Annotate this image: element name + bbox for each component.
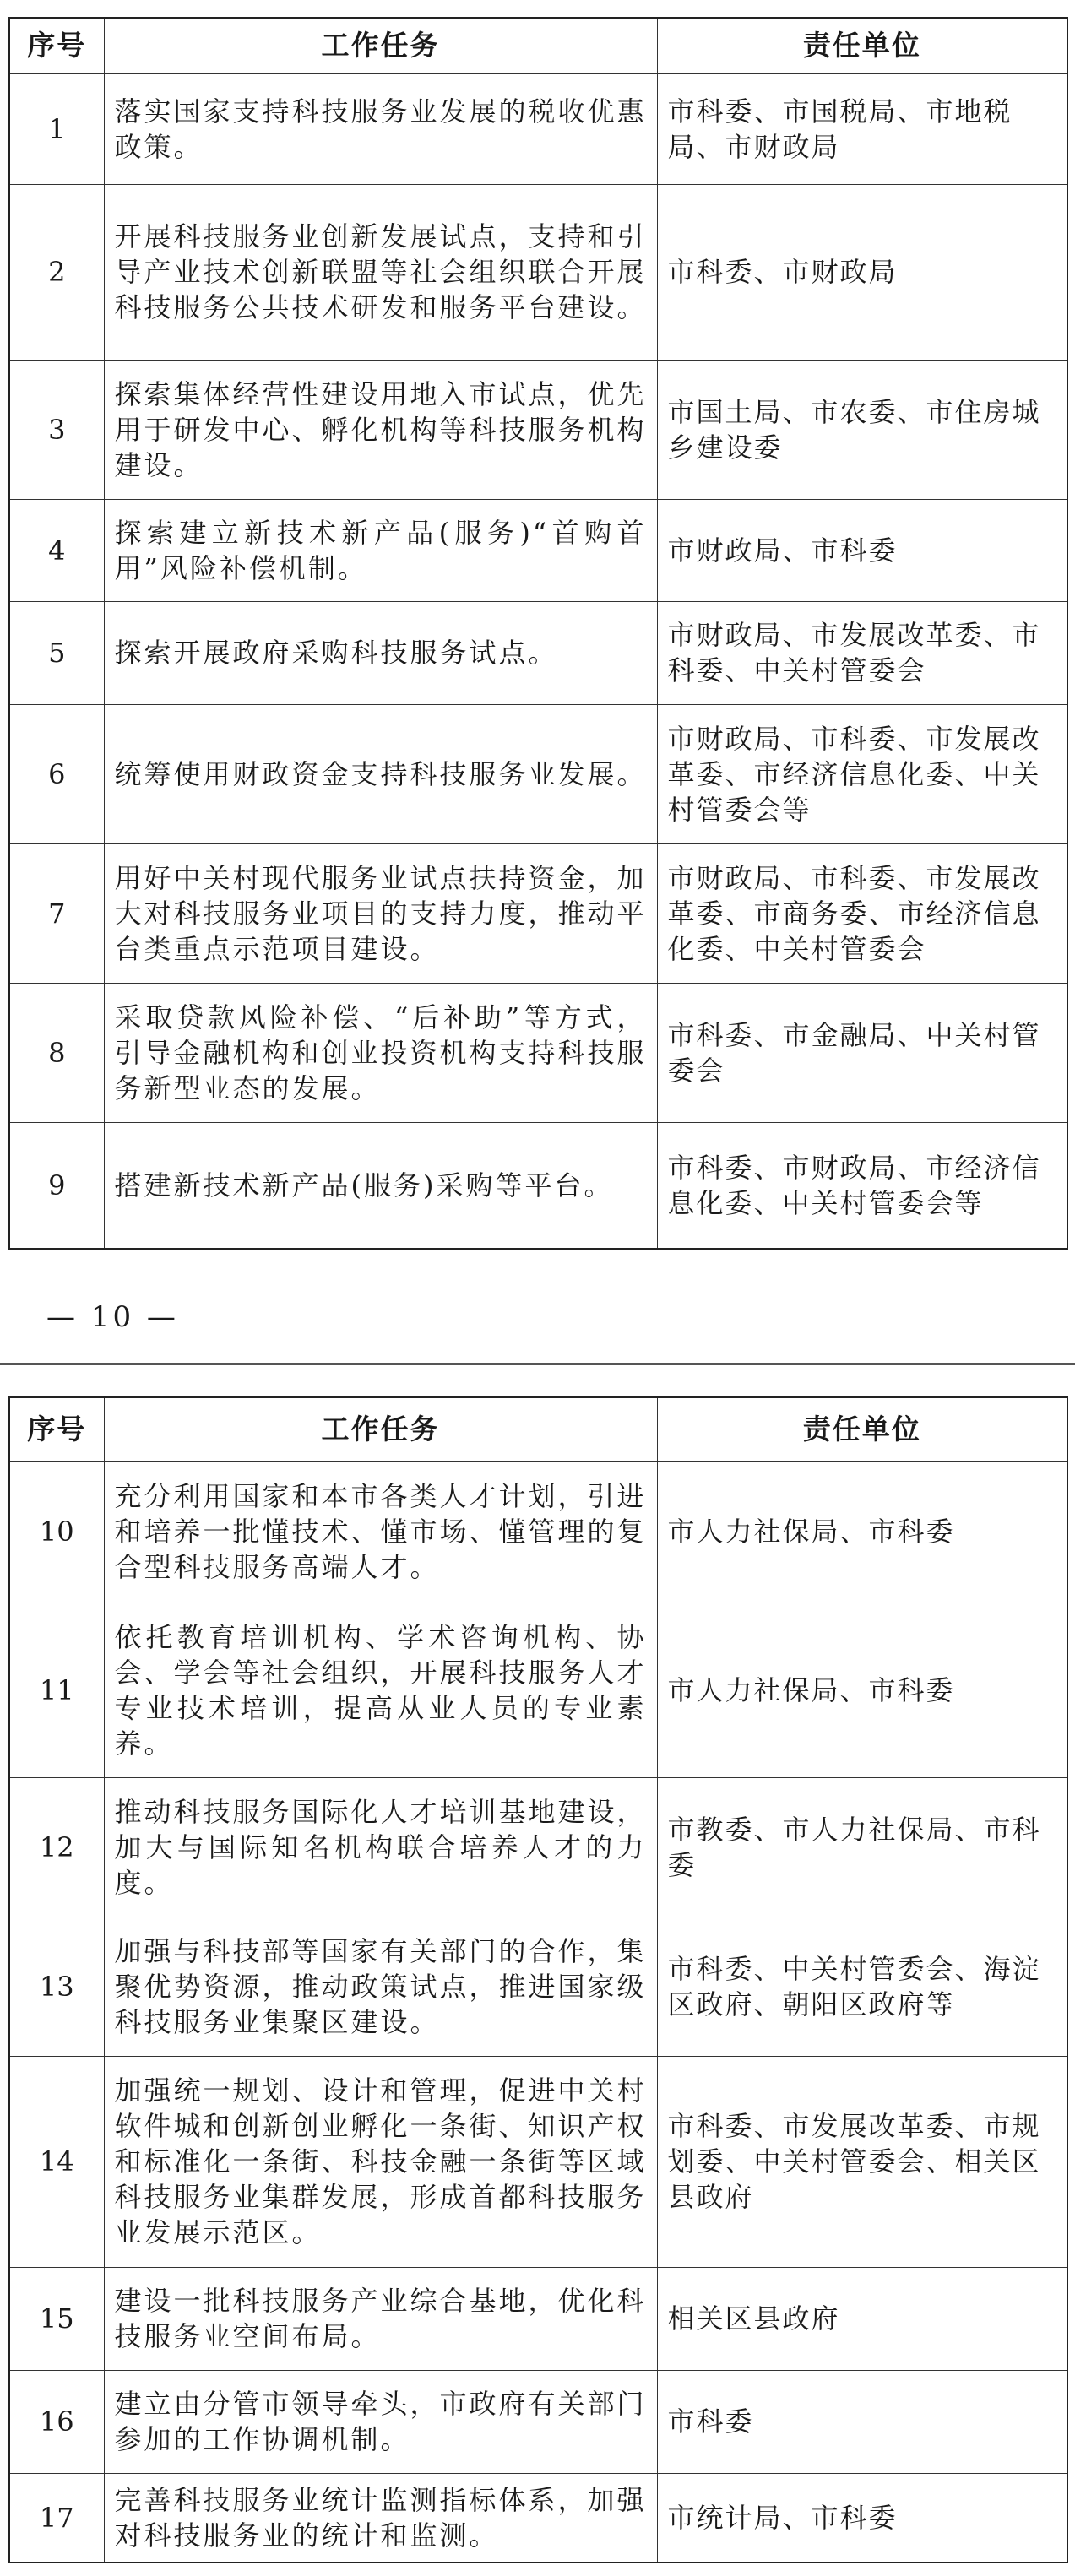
row-task: 搭建新技术新产品(服务)采购等平台。 xyxy=(104,1122,657,1249)
table-row xyxy=(9,360,1067,499)
header-unit: 责任单位 xyxy=(657,1397,1067,1461)
row-task: 用好中关村现代服务业试点扶持资金，加大对科技服务业项目的支持力度，推动平台类重点示范项目建设。 xyxy=(104,843,657,983)
table-header-row xyxy=(9,18,1067,73)
row-unit: 市科委、市财政局 xyxy=(657,184,1067,360)
row-number: 17 xyxy=(9,2473,104,2562)
row-unit: 市财政局、市科委、市发展改革委、市经济信息化委、中关村管委会等 xyxy=(657,704,1067,843)
table-row xyxy=(9,843,1067,983)
header-task: 工作任务 xyxy=(104,1397,657,1461)
row-task: 依托教育培训机构、学术咨询机构、协会、学会等社会组织，开展科技服务人才专业技术培训，提高从业人员的专业素养。 xyxy=(104,1603,657,1777)
table-row xyxy=(9,2267,1067,2370)
header-index: 序号 xyxy=(9,18,104,73)
table-row xyxy=(9,1603,1067,1777)
row-unit: 市统计局、市科委 xyxy=(657,2473,1067,2562)
row-number: 2 xyxy=(9,184,104,360)
row-number: 3 xyxy=(9,360,104,499)
row-unit: 市财政局、市科委 xyxy=(657,499,1067,601)
row-unit: 市教委、市人力社保局、市科委 xyxy=(657,1777,1067,1917)
row-task: 开展科技服务业创新发展试点，支持和引导产业技术创新联盟等社会组织联合开展科技服务公共技术研发和服务平台建设。 xyxy=(104,184,657,360)
table-row xyxy=(9,2370,1067,2473)
row-unit: 市人力社保局、市科委 xyxy=(657,1603,1067,1777)
task-table-part-2 xyxy=(8,1396,1068,2563)
task-table-part-1 xyxy=(8,17,1068,1250)
row-unit: 市科委、市国税局、市地税局、市财政局 xyxy=(657,73,1067,184)
row-number: 11 xyxy=(9,1603,104,1777)
row-task: 推动科技服务国际化人才培训基地建设，加大与国际知名机构联合培养人才的力度。 xyxy=(104,1777,657,1917)
table-row xyxy=(9,983,1067,1122)
row-number: 10 xyxy=(9,1461,104,1603)
row-unit: 市财政局、市发展改革委、市科委、中关村管委会 xyxy=(657,601,1067,704)
row-task: 建立由分管市领导牵头，市政府有关部门参加的工作协调机制。 xyxy=(104,2370,657,2473)
row-number: 16 xyxy=(9,2370,104,2473)
row-number: 9 xyxy=(9,1122,104,1249)
row-number: 12 xyxy=(9,1777,104,1917)
row-task: 完善科技服务业统计监测指标体系，加强对科技服务业的统计和监测。 xyxy=(104,2473,657,2562)
row-task: 探索建立新技术新产品(服务)“首购首用”风险补偿机制。 xyxy=(104,499,657,601)
row-unit: 市财政局、市科委、市发展改革委、市商务委、市经济信息化委、中关村管委会 xyxy=(657,843,1067,983)
row-task: 建设一批科技服务产业综合基地，优化科技服务业空间布局。 xyxy=(104,2267,657,2370)
page-divider xyxy=(0,1363,1075,1365)
page-number: — 10 — xyxy=(46,1300,179,1334)
table-header-row xyxy=(9,1397,1067,1461)
table-row xyxy=(9,73,1067,184)
row-unit: 市科委、市发展改革委、市规划委、中关村管委会、相关区县政府 xyxy=(657,2056,1067,2267)
row-task: 探索开展政府采购科技服务试点。 xyxy=(104,601,657,704)
row-number: 13 xyxy=(9,1917,104,2056)
row-unit: 市国土局、市农委、市住房城乡建设委 xyxy=(657,360,1067,499)
row-task: 探索集体经营性建设用地入市试点，优先用于研发中心、孵化机构等科技服务机构建设。 xyxy=(104,360,657,499)
table-row xyxy=(9,1777,1067,1917)
row-number: 5 xyxy=(9,601,104,704)
table-row xyxy=(9,1461,1067,1603)
row-task: 加强与科技部等国家有关部门的合作，集聚优势资源，推动政策试点，推进国家级科技服务业集聚区建设。 xyxy=(104,1917,657,2056)
table-row xyxy=(9,601,1067,704)
row-number: 1 xyxy=(9,73,104,184)
row-number: 6 xyxy=(9,704,104,843)
header-unit: 责任单位 xyxy=(657,18,1067,73)
row-unit: 市科委、市财政局、市经济信息化委、中关村管委会等 xyxy=(657,1122,1067,1249)
table-row xyxy=(9,1122,1067,1249)
row-task: 充分利用国家和本市各类人才计划，引进和培养一批懂技术、懂市场、懂管理的复合型科技服务高端人才。 xyxy=(104,1461,657,1603)
row-number: 7 xyxy=(9,843,104,983)
row-task: 采取贷款风险补偿、“后补助”等方式，引导金融机构和创业投资机构支持科技服务新型业态的发展。 xyxy=(104,983,657,1122)
table-row xyxy=(9,2473,1067,2562)
row-number: 15 xyxy=(9,2267,104,2370)
row-unit: 市科委 xyxy=(657,2370,1067,2473)
row-task: 落实国家支持科技服务业发展的税收优惠政策。 xyxy=(104,73,657,184)
row-task: 统筹使用财政资金支持科技服务业发展。 xyxy=(104,704,657,843)
row-task: 加强统一规划、设计和管理，促进中关村软件城和创新创业孵化一条街、知识产权和标准化一条街、科技金融一条街等区域科技服务业集群发展，形成首都科技服务业发展示范区。 xyxy=(104,2056,657,2267)
row-number: 14 xyxy=(9,2056,104,2267)
table-row xyxy=(9,499,1067,601)
header-task: 工作任务 xyxy=(104,18,657,73)
row-unit: 市科委、中关村管委会、海淀区政府、朝阳区政府等 xyxy=(657,1917,1067,2056)
row-unit: 市科委、市金融局、中关村管委会 xyxy=(657,983,1067,1122)
row-unit: 市人力社保局、市科委 xyxy=(657,1461,1067,1603)
header-index: 序号 xyxy=(9,1397,104,1461)
table-row xyxy=(9,184,1067,360)
table-row xyxy=(9,704,1067,843)
row-number: 4 xyxy=(9,499,104,601)
row-unit: 相关区县政府 xyxy=(657,2267,1067,2370)
row-number: 8 xyxy=(9,983,104,1122)
table-row xyxy=(9,1917,1067,2056)
table-row xyxy=(9,2056,1067,2267)
